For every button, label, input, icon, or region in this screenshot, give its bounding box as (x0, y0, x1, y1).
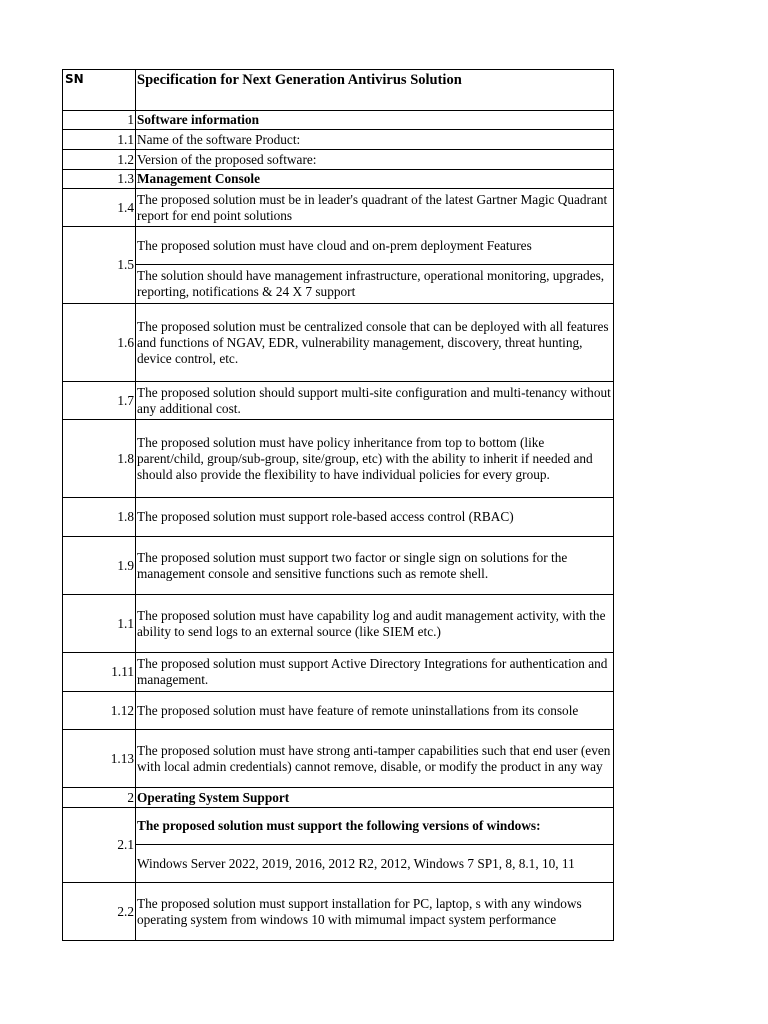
table-row (63, 730, 614, 788)
row-text: Windows Server 2022, 2019, 2016, 2012 R2, 2012, Windows 7 SP1, 8, 8.1, 10, 11 (136, 845, 614, 883)
row-sn: 1.4 (63, 189, 136, 227)
row-text: The proposed solution must have cloud and on-prem deployment Features (136, 227, 614, 265)
row-text: The proposed solution must have feature of remote uninstallations from its console (136, 692, 614, 730)
row-sn: 1.6 (63, 304, 136, 382)
table-row (63, 189, 614, 227)
row-sn: 1.7 (63, 382, 136, 420)
spec-table (62, 69, 614, 941)
row-sn: 1.8 (63, 420, 136, 498)
table-row (63, 150, 614, 170)
row-text: Version of the proposed software: (136, 150, 614, 170)
row-text: Name of the software Product: (136, 130, 614, 150)
row-sn: 1.1 (63, 130, 136, 150)
section-title: Software information (136, 111, 614, 130)
section-title: Operating System Support (136, 788, 614, 808)
table-row (63, 304, 614, 382)
row-sn: 1.9 (63, 537, 136, 595)
row-text: The proposed solution must support installation for PC, laptop, s with any windows operating system from windows 10 with mimumal impact system performance (136, 883, 614, 941)
row-sn: 1.12 (63, 692, 136, 730)
row-sn: 1.13 (63, 730, 136, 788)
table-row-section-1 (63, 111, 614, 130)
row-sn: 1.3 (63, 170, 136, 189)
table-row (63, 595, 614, 653)
row-text: The proposed solution must have strong anti-tamper capabilities such that end user (even with local admin credentials) cannot remove, disable, or modify the product in any way (136, 730, 614, 788)
row-sn: 1.5 (63, 227, 136, 304)
table-row (63, 420, 614, 498)
sn-header: SN (63, 70, 136, 111)
row-text: The proposed solution must support the following versions of windows: (136, 808, 614, 845)
row-text: The proposed solution should support multi-site configuration and multi-tenancy without any additional cost. (136, 382, 614, 420)
row-sn: 1.11 (63, 653, 136, 692)
table-row (63, 808, 614, 845)
table-row (63, 692, 614, 730)
row-sn: 2.1 (63, 808, 136, 883)
row-sn: 1 (63, 111, 136, 130)
table-row (63, 170, 614, 189)
row-sn: 1.8 (63, 498, 136, 537)
header-row (63, 70, 614, 111)
row-sn: 2.2 (63, 883, 136, 941)
table-row (63, 265, 614, 304)
table-row (63, 382, 614, 420)
row-text: The proposed solution must have policy inheritance from top to bottom (like parent/child, group/sub-group, site/group, etc) with the ability to inherit if needed and should also provide the flexibility to have individual policies for every group. (136, 420, 614, 498)
row-text: The proposed solution must be centralized console that can be deployed with all features and functions of NGAV, EDR, vulnerability management, discovery, threat hunting, device control, etc. (136, 304, 614, 382)
table-row-section-2 (63, 788, 614, 808)
row-text: The proposed solution must have capability log and audit management activity, with the ability to send logs to an external source (like SIEM etc.) (136, 595, 614, 653)
table-row (63, 845, 614, 883)
table-row (63, 498, 614, 537)
row-text: The proposed solution must support two factor or single sign on solutions for the management console and sensitive functions such as remote shell. (136, 537, 614, 595)
table-row (63, 227, 614, 265)
row-text: The proposed solution must support role-based access control (RBAC) (136, 498, 614, 537)
table-row (63, 130, 614, 150)
row-sn: 2 (63, 788, 136, 808)
row-text: The solution should have management infrastructure, operational monitoring, upgrades, reporting, notifications & 24 X 7 support (136, 265, 614, 304)
row-text: Management Console (136, 170, 614, 189)
table-row (63, 537, 614, 595)
row-sn: 1.2 (63, 150, 136, 170)
row-sn: 1.1 (63, 595, 136, 653)
row-text: The proposed solution must support Active Directory Integrations for authentication and management. (136, 653, 614, 692)
row-text: The proposed solution must be in leader's quadrant of the latest Gartner Magic Quadrant report for end point solutions (136, 189, 614, 227)
table-row (63, 883, 614, 941)
table-row (63, 653, 614, 692)
spec-title-header: Specification for Next Generation Antivirus Solution (136, 70, 614, 111)
